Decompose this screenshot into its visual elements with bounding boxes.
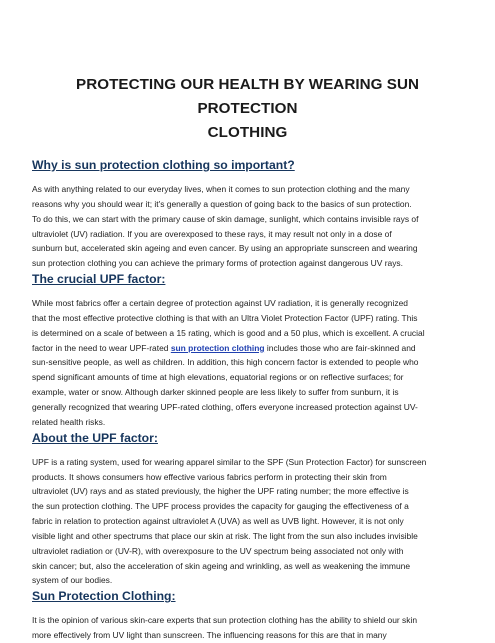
paragraph-line: skin cancer; but, also the acceleration of skin ageing and wrinkling, as well as weakening the immune — [32, 560, 411, 571]
paragraph-line: is determined on a scale of between a 15 rating, which is good and a 50 plus, which is excellent. A crucial — [32, 327, 425, 338]
paragraph-line: As with anything related to our everyday lives, when it comes to sun protection clothing and the many — [32, 184, 410, 194]
paragraph-line: While most fabrics offer a certain degree of protection against UV radiation, it is generally recognized — [32, 298, 408, 309]
paragraph-line: more effectively from UV light than sunscreen. The influencing reasons for this are that in many — [32, 630, 387, 641]
section-heading-importance: Why is sun protection clothing so important? — [32, 158, 295, 172]
paragraph-line: the sun protection clothing. The UPF process provides the capacity for gauging the effectiveness of a — [32, 501, 409, 512]
paragraph-line: spend significant amounts of time at high elevations, equatorial regions or on reflective surfaces; for — [32, 372, 404, 383]
paragraph-line: reasons why you should wear it; it's generally a question of going back to the basics of sun protection. — [32, 198, 412, 209]
title-line-2: CLOTHING — [207, 124, 288, 141]
paragraph-line-with-link — [32, 341, 463, 356]
paragraph-line: UPF is a rating system, used for wearing apparel similar to the SPF (Sun Protection Factor) for sunscreen — [32, 456, 427, 467]
link-line-after: includes those who are fair-skinned and — [264, 342, 416, 353]
paragraph-line: It is the opinion of various skin-care experts that sun protection clothing has the ability to shield our skin — [32, 615, 418, 626]
section-heading-about-upf: About the UPF factor: — [32, 430, 158, 445]
paragraph-line: generally recognized that wearing UPF-rated clothing, offers everyone increased protection against UV- — [32, 401, 418, 412]
paragraph-line: To do this, we can start with the primary cause of skin damage, sunlight, which contains invisible rays of — [32, 213, 419, 224]
paragraph-line: fabric in relation to protection against ultraviolet A (UVA) as well as UVB light. However, it is not only — [32, 516, 404, 527]
sun-protection-clothing-link[interactable]: sun protection clothing — [170, 342, 265, 353]
paragraph-line: system of our bodies. — [32, 575, 113, 586]
paragraph-line: products. It shows consumers how effective various fabrics perform in protecting their skin from — [32, 471, 387, 482]
paragraph-line: ultraviolet (UV) radiation. If you are overexposed to these rays, it may result not only in a dose of — [32, 228, 392, 239]
section-paragraph-upf-crucial — [32, 296, 463, 430]
paragraph-line: sunburn but, accelerated skin ageing and even cancer. By using an appropriate sunscreen and wearing — [32, 243, 418, 254]
section-paragraph-sun-protection-clothing — [32, 613, 463, 643]
paragraph-line: related health risks. — [32, 416, 106, 427]
paragraph-line: sun-sensitive people, as well as children. In addition, this high concern factor is extended to people who — [32, 357, 419, 368]
section-paragraph-about-upf — [32, 455, 463, 589]
section-heading-sun-protection-clothing: Sun Protection Clothing: — [32, 589, 176, 604]
paragraph-line: example, water or snow. Although darker skinned people are less likely to suffer from sunburn, it is — [32, 387, 399, 398]
document-title — [32, 73, 463, 145]
section-paragraph-importance — [32, 182, 463, 271]
section-heading-upf-crucial: The crucial UPF factor: — [32, 272, 166, 287]
paragraph-line: visible light and other spectrums that place our skin at risk. The light from the sun also includes invisible — [32, 530, 418, 541]
paragraph-line: ultraviolet (UV) rays and as stated previously, the higher the UPF rating number; the more effective is — [32, 486, 409, 497]
paragraph-line: that the most effective protective clothing is that with an Ultra Violet Protection Factor (UPF) rating. This — [32, 312, 418, 323]
paragraph-line: sun protection clothing you can achieve the primary forms of protection against dangerous UV rays. — [32, 258, 403, 269]
link-line-before: factor in the need to wear UPF-rated — [32, 342, 171, 353]
title-line-1: PROTECTING OUR HEALTH BY WEARING SUN PROTECTION — [76, 76, 419, 117]
paragraph-line: ultraviolet radiation or (UV-R), with overexposure to the UV spectrum being associated not only with — [32, 545, 404, 556]
